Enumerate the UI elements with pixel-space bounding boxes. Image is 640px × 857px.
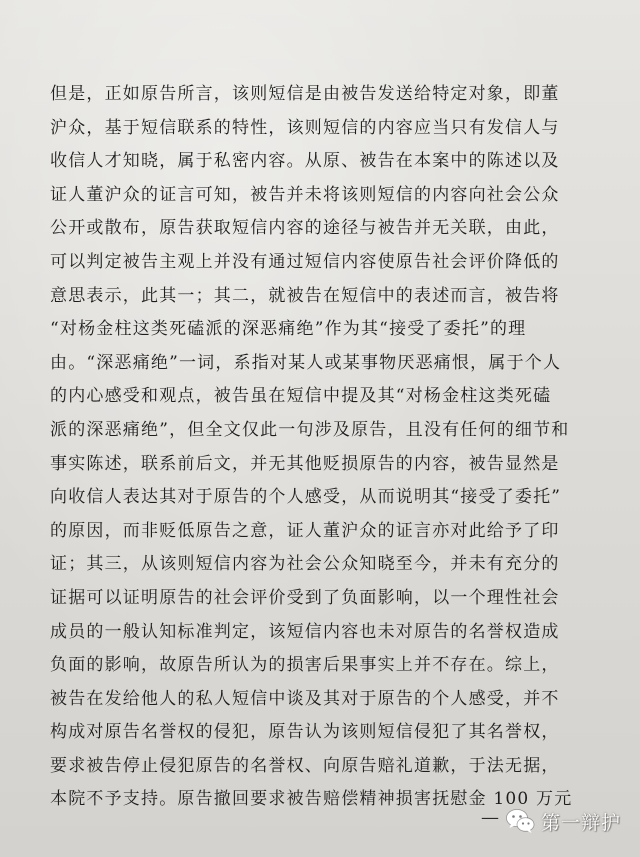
wechat-icon xyxy=(505,807,535,835)
text-line: 的内心感受和观点，被告虽在短信中提及其“对杨金柱这类死磕 xyxy=(50,386,552,407)
text-line: 成员的一般认知标准判定，该短信内容也未对原告的名誉权造成 xyxy=(50,621,560,642)
body-text xyxy=(50,78,610,817)
page-number-mark: — xyxy=(481,807,500,828)
watermark xyxy=(505,803,621,839)
text-line: 公开或散布，原告获取短信内容的途径与被告并无关联，由此， xyxy=(50,218,560,239)
text-line: 收信人才知晓，属于私密内容。从原、被告在本案中的陈述以及 xyxy=(50,151,560,172)
text-line: 证据可以证明原告的社会评价受到了负面影响，以一个理性社会 xyxy=(50,587,560,608)
text-line: “对杨金柱这类死磕派的深恶痛绝”作为其“接受了委托”的理 xyxy=(50,319,527,340)
watermark-text: 第一辩护 xyxy=(541,811,622,834)
text-line: 可以判定被告主观上并没有通过短信内容使原告社会评价降低的 xyxy=(50,251,560,272)
text-line: 意思表示，此其一；其二，就被告在短信中的表述而言，被告将 xyxy=(50,285,560,306)
text-line: 向收信人表达其对于原告的个人感受，从而说明其“接受了委托” xyxy=(50,487,562,508)
text-line: 事实陈述，联系前后文，并无其他贬损原告的内容，被告显然是 xyxy=(50,453,560,474)
text-line: 由。“深恶痛绝”一词，系指对某人或某事物厌恶痛恨，属于个人 xyxy=(50,352,562,373)
text-line: 本院不予支持。原告撤回要求被告赔偿精神损害抚慰金 100 万元 xyxy=(50,789,573,810)
text-line: 的原因，而非贬低原告之意，证人董沪众的证言亦对此给予了印 xyxy=(50,520,560,541)
text-line: 派的深恶痛绝”，但全文仅此一句涉及原告，且没有任何的细节和 xyxy=(50,419,570,440)
text-line: 被告在发给他人的私人短信中谈及其对于原告的个人感受，并不 xyxy=(50,688,560,709)
text-line: 但是，正如原告所言，该则短信是由被告发送给特定对象，即董 xyxy=(50,84,560,104)
text-line: 负面的影响，故原告所认为的损害后果事实上并不存在。综上， xyxy=(50,655,560,676)
text-line: 构成对原告名誉权的侵犯，原告认为该则短信侵犯了其名誉权， xyxy=(50,722,560,743)
text-line: 证；其三，从该则短信内容为社会公众知晓至今，并未有充分的 xyxy=(50,554,560,575)
text-line: 要求被告停止侵犯原告的名誉权、向原告赔礼道歉，于法无据， xyxy=(50,755,560,776)
text-line: 沪众，基于短信联系的特性，该则短信的内容应当只有发信人与 xyxy=(50,117,560,138)
text-line: 证人董沪众的证言可知，被告并未将该则短信的内容向社会公众 xyxy=(50,184,560,205)
